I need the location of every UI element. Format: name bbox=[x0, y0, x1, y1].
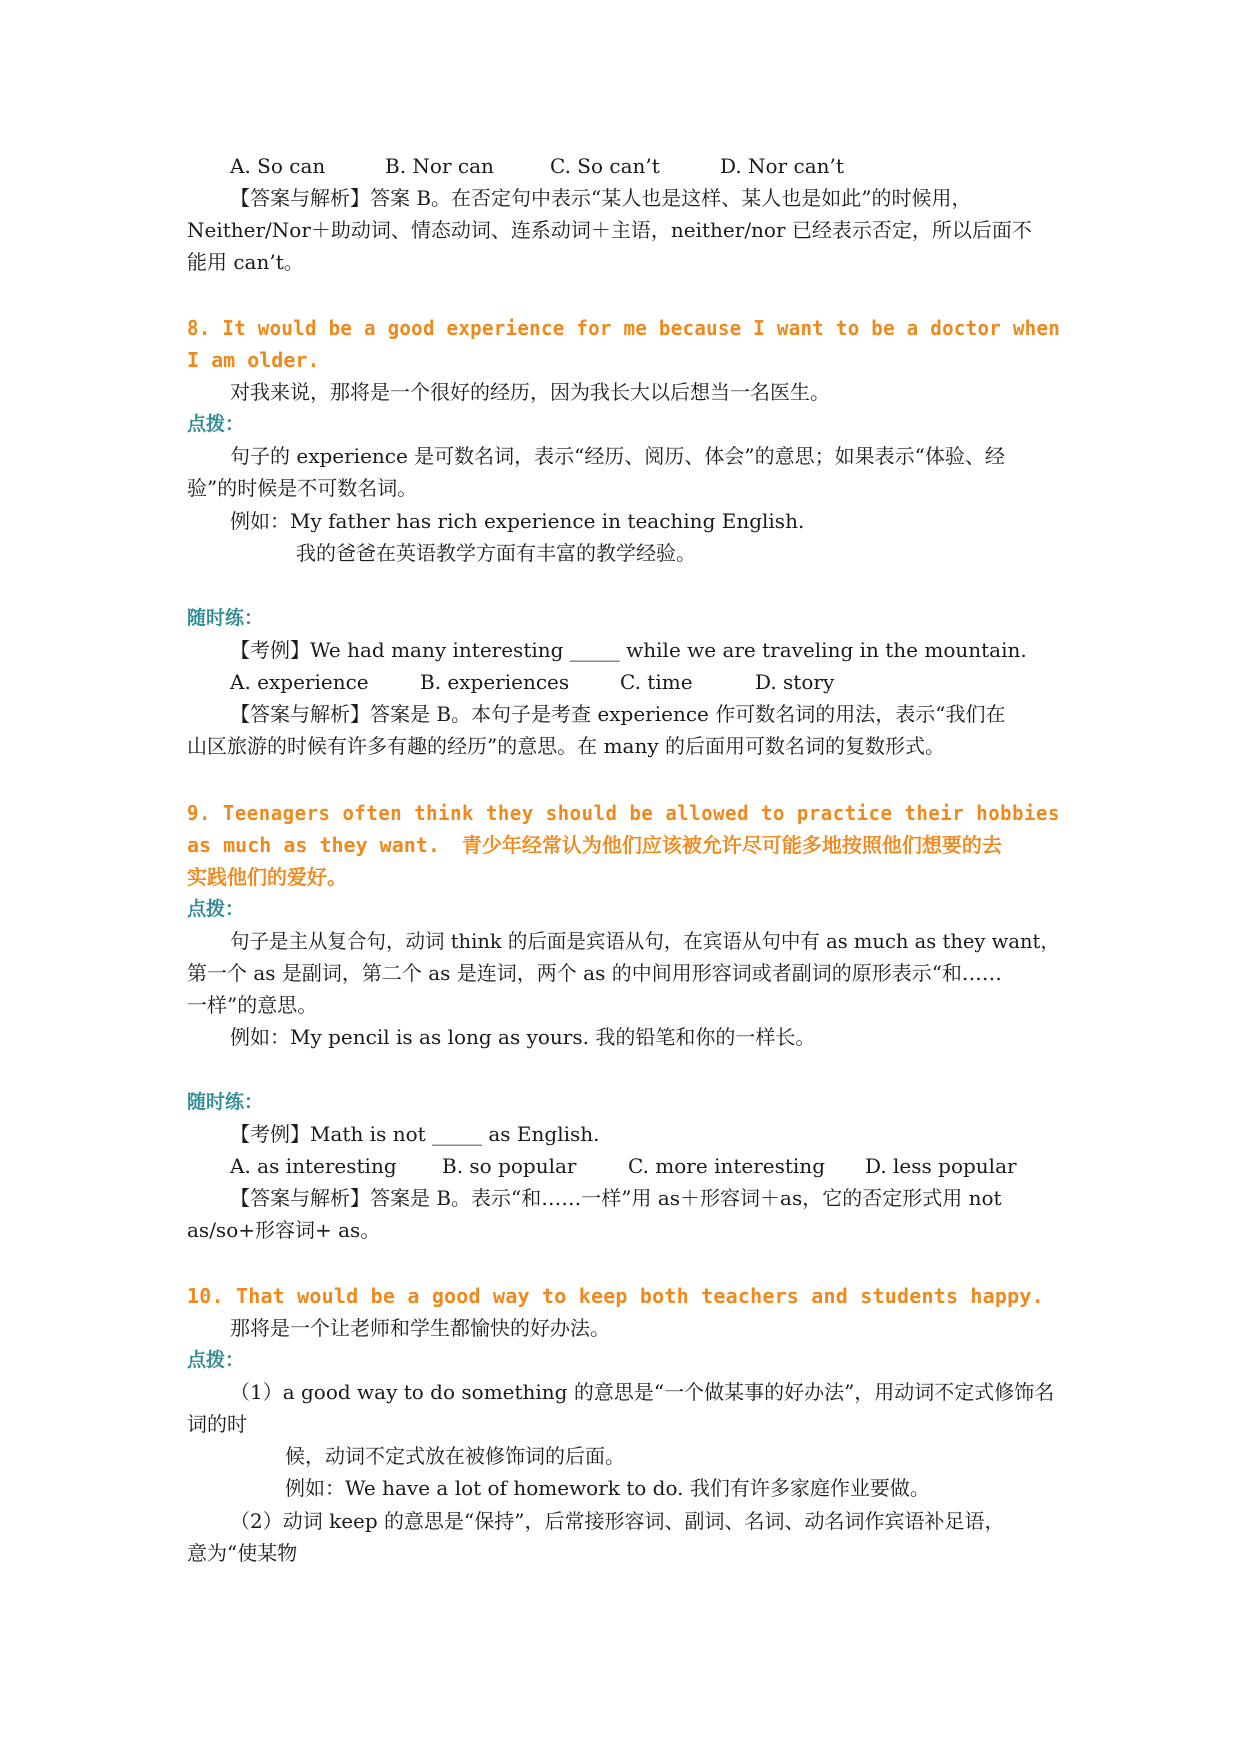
q8-tip-line1: 句子的 experience 是可数名词，表示“经历、阅历、体会”的意思；如果表示“体验、经 bbox=[230, 444, 1005, 468]
q9-heading-line1: 9. Teenagers often think they should be allowed to practice their hobbies bbox=[187, 801, 1060, 825]
q8-practice-question: 【考例】We had many interesting _____ while we are traveling in the mountain. bbox=[230, 638, 1027, 662]
q9-tip-line1: 句子是主从复合句，动词 think 的后面是宾语从句，在宾语从句中有 as much as they want， bbox=[230, 929, 1060, 953]
q9-tip-line2: 第一个 as 是副词，第二个 as 是连词，两个 as 的中间用形容词或者副词的原形表示“和…… bbox=[187, 961, 1002, 985]
q8-example-en: 例如：My father has rich experience in teaching English. bbox=[230, 509, 805, 533]
q10-tip2-line2: 意为“使某物 bbox=[187, 1541, 298, 1565]
q9-example: 例如：My pencil is as long as yours. 我的铅笔和你的一样长。 bbox=[230, 1025, 816, 1049]
q10-tip-label: 点拨： bbox=[187, 1349, 245, 1371]
q8-answer-line1: 【答案与解析】答案是 B。本句子是考查 experience 作可数名词的用法，表示“我们在 bbox=[230, 702, 1006, 726]
q9-option-a: A. as interesting bbox=[230, 1154, 397, 1178]
q8-option-a: A. experience bbox=[230, 670, 369, 694]
q7-options bbox=[230, 150, 930, 182]
q9-option-c: C. more interesting bbox=[628, 1154, 825, 1178]
q9-answer-line1: 【答案与解析】答案是 B。表示“和……一样”用 as＋形容词＋as，它的否定形式用 not bbox=[230, 1186, 1002, 1210]
q7-answer-line3: 能用 can’t。 bbox=[187, 250, 304, 274]
q7-option-b: B. Nor can bbox=[385, 154, 494, 178]
q8-answer-line2: 山区旅游的时候有许多有趣的经历”的意思。在 many 的后面用可数名词的复数形式。 bbox=[187, 734, 946, 758]
q8-tip-line2: 验”的时候是不可数名词。 bbox=[187, 476, 418, 500]
q9-heading-line3: 实践他们的爱好。 bbox=[187, 865, 347, 889]
q9-options bbox=[230, 1150, 1017, 1182]
q10-tip2-line1: （2）动词 keep 的意思是“保持”，后常接形容词、副词、名词、动名词作宾语补足语， bbox=[230, 1509, 1005, 1533]
q10-tip1-line2: 词的时 bbox=[187, 1412, 247, 1436]
q9-option-d: D. less popular bbox=[865, 1154, 1017, 1178]
q8-option-c: C. time bbox=[620, 670, 693, 694]
q7-option-c: C. So can’t bbox=[550, 154, 660, 178]
q7-answer-line1: 【答案与解析】答案 B。在否定句中表示“某人也是这样、某人也是如此”的时候用， bbox=[230, 186, 972, 210]
q10-tip1-example: 例如：We have a lot of homework to do. 我们有许多家庭作业要做。 bbox=[285, 1476, 930, 1500]
q10-tip1-line3: 候，动词不定式放在被修饰词的后面。 bbox=[285, 1444, 625, 1468]
q7-option-a: A. So can bbox=[230, 154, 326, 178]
q10-tip1-line1: （1）a good way to do something 的意思是“一个做某事的好办法”，用动词不定式修饰名 bbox=[230, 1380, 1055, 1404]
q10-translation: 那将是一个让老师和学生都愉快的好办法。 bbox=[230, 1316, 610, 1340]
q10-heading: 10. That would be a good way to keep both teachers and students happy. bbox=[187, 1284, 1044, 1308]
q7-option-d: D. Nor can’t bbox=[720, 154, 844, 178]
q8-translation: 对我来说，那将是一个很好的经历，因为我长大以后想当一名医生。 bbox=[230, 380, 830, 404]
q8-heading-line1: 8. It would be a good experience for me because I want to be a doctor when bbox=[187, 316, 1061, 340]
q8-option-d: D. story bbox=[755, 670, 835, 694]
q8-option-b: B. experiences bbox=[420, 670, 570, 694]
q9-heading-line2 bbox=[187, 829, 1002, 861]
q7-answer-line2: Neither/Nor＋助动词、情态动词、连系动词＋主语，neither/nor 已经表示否定，所以后面不 bbox=[187, 218, 1032, 242]
q8-example-cn: 我的爸爸在英语教学方面有丰富的教学经验。 bbox=[296, 541, 696, 565]
q9-tip-label: 点拨： bbox=[187, 898, 245, 920]
q9-answer-line2: as/so+形容词+ as。 bbox=[187, 1218, 381, 1242]
q9-practice-question: 【考例】Math is not _____ as English. bbox=[230, 1122, 600, 1146]
q8-heading-line2: I am older. bbox=[187, 348, 320, 372]
q9-option-b: B. so popular bbox=[442, 1154, 577, 1178]
q8-options bbox=[230, 666, 930, 698]
q9-heading-line2-en: as much as they want. bbox=[187, 833, 440, 857]
q9-heading-line2-cn: 青少年经常认为他们应该被允许尽可能多地按照他们想要的去 bbox=[461, 833, 1002, 857]
q8-practice-label: 随时练： bbox=[187, 607, 264, 629]
q8-tip-label: 点拨： bbox=[187, 413, 245, 435]
q9-practice-label: 随时练： bbox=[187, 1091, 264, 1113]
q9-tip-line3: 一样”的意思。 bbox=[187, 993, 318, 1017]
